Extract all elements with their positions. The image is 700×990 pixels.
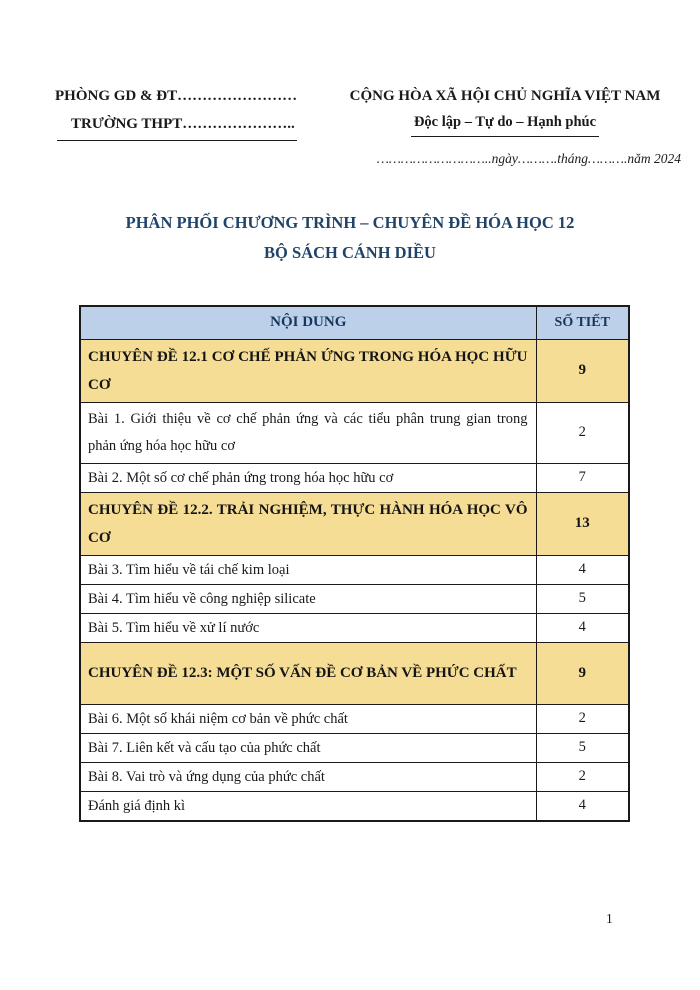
row-periods: 5 <box>536 733 629 762</box>
row-content: Bài 4. Tìm hiểu về công nghiệp silicate <box>80 584 536 613</box>
row-periods: 2 <box>536 704 629 733</box>
page-number: 1 <box>606 911 613 926</box>
motto-line: Độc lập – Tự do – Hạnh phúc <box>411 110 599 137</box>
row-content: CHUYÊN ĐỀ 12.1 CƠ CHẾ PHẢN ỨNG TRONG HÓA HỌC HỮU CƠ <box>80 339 536 402</box>
table-row <box>80 613 629 642</box>
issuing-unit-block <box>55 82 298 168</box>
row-content: Bài 3. Tìm hiểu về tái chế kim loại <box>80 555 536 584</box>
row-periods: 4 <box>536 555 629 584</box>
row-periods: 9 <box>536 339 629 402</box>
curriculum-table <box>79 305 630 822</box>
table-header-row <box>80 306 629 339</box>
row-content: Bài 2. Một số cơ chế phản ứng trong hóa học hữu cơ <box>80 463 536 492</box>
row-periods: 4 <box>536 791 629 821</box>
document-header <box>0 0 700 168</box>
table-row <box>80 704 629 733</box>
table-row <box>80 555 629 584</box>
row-content: Bài 1. Giới thiệu về cơ chế phản ứng và các tiểu phân trung gian trong phản ứng hóa học hữu cơ <box>80 402 536 463</box>
table-row <box>80 733 629 762</box>
row-content: Đánh giá định kì <box>80 791 536 821</box>
table-row-section-12-1 <box>80 339 629 402</box>
title-line-1: PHÂN PHỐI CHƯƠNG TRÌNH – CHUYÊN ĐỀ HÓA HỌC 12 <box>125 213 575 232</box>
title-line-2: BỘ SÁCH CÁNH DIỀU <box>264 243 436 262</box>
row-periods: 13 <box>536 492 629 555</box>
row-content: Bài 8. Vai trò và ứng dụng của phức chất <box>80 762 536 791</box>
table-row-section-12-3 <box>80 642 629 704</box>
date-line: ………………………..ngày……….tháng……….năm 2024 <box>376 151 681 166</box>
table-row <box>80 584 629 613</box>
row-content: Bài 5. Tìm hiểu về xử lí nước <box>80 613 536 642</box>
row-content: CHUYÊN ĐỀ 12.3: MỘT SỐ VẤN ĐỀ CƠ BẢN VỀ PHỨC CHẤT <box>80 642 536 704</box>
table-row <box>80 762 629 791</box>
table-row <box>80 402 629 463</box>
national-motto-block <box>327 82 683 168</box>
row-periods: 9 <box>536 642 629 704</box>
row-periods: 5 <box>536 584 629 613</box>
republic-title-line: CỘNG HÒA XÃ HỘI CHỦ NGHĨA VIỆT NAM <box>349 88 661 104</box>
row-content: Bài 7. Liên kết và cấu tạo của phức chất <box>80 733 536 762</box>
column-header-periods: SỐ TIẾT <box>536 306 629 339</box>
row-content: Bài 6. Một số khái niệm cơ bản về phức chất <box>80 704 536 733</box>
table-row <box>80 791 629 821</box>
row-periods: 4 <box>536 613 629 642</box>
school-line: TRƯỜNG THPT………………….. <box>57 110 297 141</box>
row-periods: 2 <box>536 762 629 791</box>
table-row-section-12-2 <box>80 492 629 555</box>
row-periods: 2 <box>536 402 629 463</box>
column-header-content: NỘI DUNG <box>80 306 536 339</box>
document-title <box>0 208 700 268</box>
row-periods: 7 <box>536 463 629 492</box>
table-row <box>80 463 629 492</box>
row-content: CHUYÊN ĐỀ 12.2. TRẢI NGHIỆM, THỰC HÀNH HÓA HỌC VÔ CƠ <box>80 492 536 555</box>
department-line: PHÒNG GD & ĐT…………………… <box>55 88 298 104</box>
